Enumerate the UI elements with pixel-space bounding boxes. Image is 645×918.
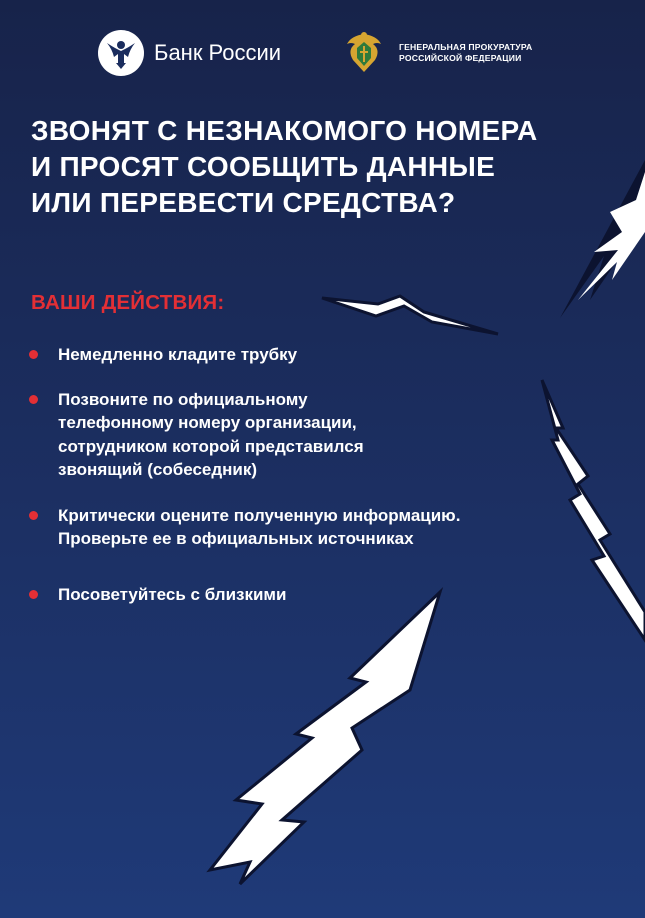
prosecutor-name xyxy=(399,42,549,64)
bullet-icon xyxy=(29,590,38,599)
prosecutor-name-line2: РОССИЙСКОЙ ФЕДЕРАЦИИ xyxy=(399,53,522,63)
double-headed-eagle-icon xyxy=(98,30,144,76)
headline-line1: ЗВОНЯТ С НЕЗНАКОМОГО НОМЕРА xyxy=(31,115,538,146)
action-line: звонящий (собеседник) xyxy=(58,460,258,479)
action-line: Посоветуйтесь с близкими xyxy=(58,584,287,604)
bullet-icon xyxy=(29,511,38,520)
action-line: Проверьте ее в официальных источниках xyxy=(58,529,414,548)
action-item-consult-relatives xyxy=(26,583,536,607)
headline-line2: И ПРОСЯТ СООБЩИТЬ ДАННЫЕ xyxy=(31,151,496,182)
bullet-icon xyxy=(29,395,38,404)
action-line: Критически оцените полученную информацию. xyxy=(58,505,461,525)
page-title xyxy=(31,113,621,221)
actions-list xyxy=(26,343,536,606)
prosecutor-general-logo xyxy=(343,30,549,76)
action-item-evaluate-info xyxy=(26,504,536,551)
action-line: Позвоните по официальному xyxy=(58,389,308,409)
action-line: Немедленно кладите трубку xyxy=(58,345,298,364)
prosecutor-emblem-icon xyxy=(343,30,385,76)
action-item-hang-up xyxy=(26,343,536,367)
lightning-bolt-middle xyxy=(322,296,498,334)
bullet-icon xyxy=(29,350,38,359)
actions-title: ВАШИ ДЕЙСТВИЯ: xyxy=(31,291,225,314)
headline-line3: ИЛИ ПЕРЕВЕСТИ СРЕДСТВА? xyxy=(31,187,456,218)
action-item-call-official xyxy=(26,388,536,482)
lightning-bolt-right xyxy=(542,380,645,640)
prosecutor-name-line1: ГЕНЕРАЛЬНАЯ ПРОКУРАТУРА xyxy=(399,42,533,52)
bank-of-russia-logo xyxy=(98,30,281,76)
bank-name: Банк России xyxy=(154,40,282,65)
lightning-bolt-bottom xyxy=(210,592,440,884)
action-line: сотрудником которой представился xyxy=(58,436,364,456)
action-line: телефонному номеру организации, xyxy=(58,413,357,432)
